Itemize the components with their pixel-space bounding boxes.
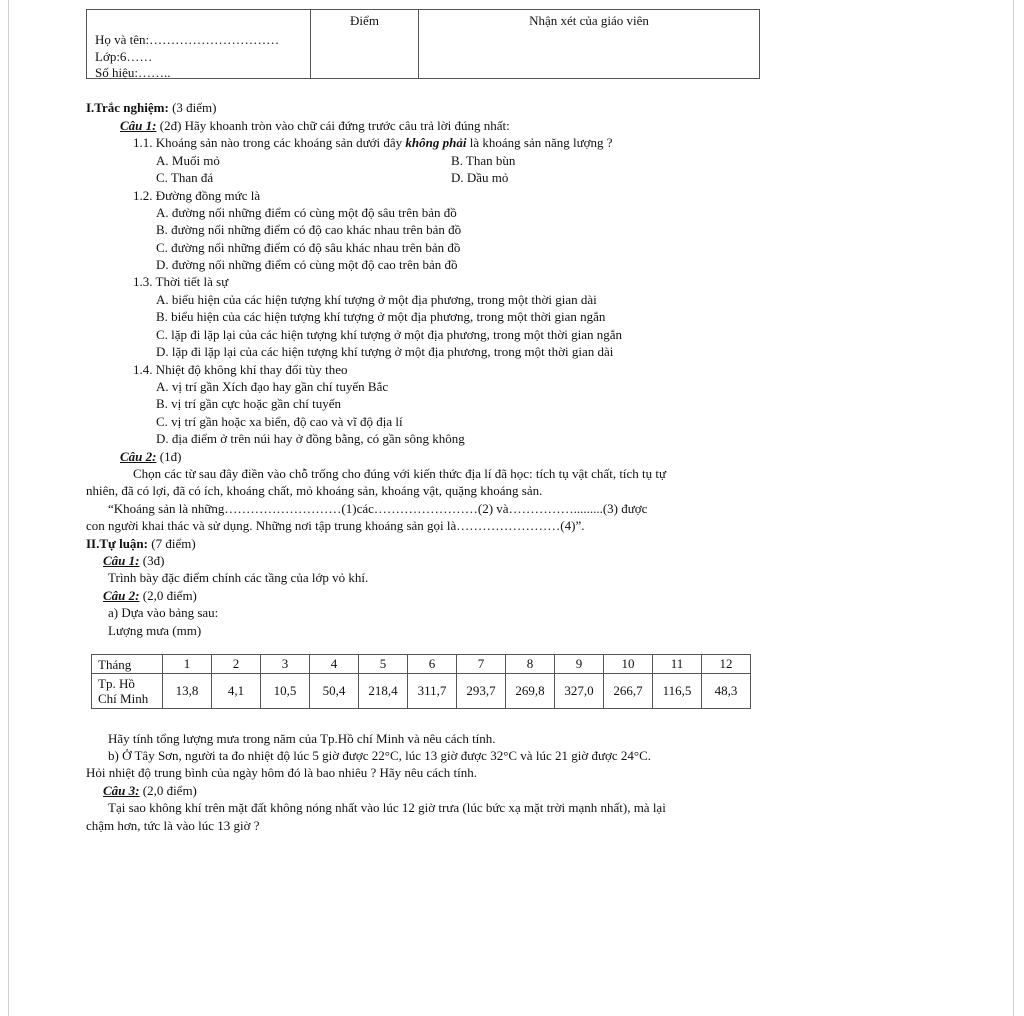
part2-q3-line2: chậm hơn, tức là vào lúc 13 giờ ? <box>86 818 260 833</box>
part2-q3-text: (2,0 điểm) <box>139 783 197 798</box>
part2-title: II.Tự luận: <box>86 536 148 551</box>
rainfall-cell: 13,8 <box>163 674 212 709</box>
part1-q2-label: Câu 2: <box>120 449 157 464</box>
q11-emphasis: không phải <box>405 135 467 150</box>
q11-option-d: D. Dầu mỏ <box>451 170 509 185</box>
q13-option-d: D. lặp đi lặp lại của các hiện tượng khí tượng ở một địa phương, trong một thời gian dài <box>156 344 614 359</box>
month-header: Tháng <box>92 655 163 674</box>
part1-q2-text: (1đ) <box>156 449 182 464</box>
q11-option-a: A. Muối mỏ <box>156 153 220 168</box>
q13-option-c: C. lặp đi lặp lại của các hiện tượng khí tượng ở một địa phương, trong một thời gian ngắn <box>156 327 623 342</box>
part2-q2-text: (2,0 điểm) <box>139 588 197 603</box>
city-line2: Chí Minh <box>98 691 149 706</box>
part2-q1-label: Câu 1: <box>103 553 140 568</box>
student-info-box <box>86 9 760 79</box>
part2-q2b-line1: b) Ở Tây Sơn, người ta đo nhiệt độ lúc 5 giờ được 22°C, lúc 13 giờ được 32°C và lúc 21 giờ được 24°C. <box>108 748 652 763</box>
rainfall-cell: 266,7 <box>604 674 653 709</box>
part2-q1-heading <box>103 552 164 569</box>
q13-option-b: B. biểu hiện của các hiện tượng khí tượng ở một địa phương, trong một thời gian ngắn <box>156 309 606 324</box>
q12-option-c: C. đường nối những điểm có độ sâu khác nhau trên bản đồ <box>156 240 461 255</box>
month-cell: 2 <box>212 655 261 674</box>
q11-option-b: B. Than bùn <box>451 153 516 168</box>
month-cell: 9 <box>555 655 604 674</box>
city-header <box>92 674 163 709</box>
rainfall-cell: 327,0 <box>555 674 604 709</box>
name-label: Họ và tên:………………………… <box>95 32 280 47</box>
month-cell: 1 <box>163 655 212 674</box>
rainfall-cell: 10,5 <box>261 674 310 709</box>
part2-q3-label: Câu 3: <box>103 783 140 798</box>
part1-q2-heading <box>120 448 181 465</box>
rainfall-cell: 311,7 <box>408 674 457 709</box>
part2-q2-task: Hãy tính tổng lượng mưa trong năm của Tp.Hồ chí Minh và nêu cách tính. <box>108 731 496 746</box>
q12-question: 1.2. Đường đồng mức là <box>133 188 261 203</box>
q12-option-d: D. đường nối những điểm có cùng một độ cao trên bản đồ <box>156 257 458 272</box>
q13-question: 1.3. Thời tiết là sự <box>133 274 229 289</box>
month-cell: 4 <box>310 655 359 674</box>
q14-option-c: C. vị trí gần hoặc xa biển, độ cao và vĩ độ địa lí <box>156 414 403 429</box>
q11-option-c: C. Than đá <box>156 170 214 185</box>
part2-q2b-line2: Hỏi nhiệt độ trung bình của ngày hôm đó là bao nhiêu ? Hãy nêu cách tính. <box>86 765 477 780</box>
rainfall-cell: 48,3 <box>702 674 751 709</box>
table-row <box>92 655 751 674</box>
q11-post: là khoáng sản năng lượng ? <box>466 135 613 150</box>
q2-fill-line2: con người khai thác và sử dụng. Những nơi tập trung khoáng sản gọi là……………………(4)”. <box>86 518 585 533</box>
month-cell: 6 <box>408 655 457 674</box>
rainfall-cell: 293,7 <box>457 674 506 709</box>
q2-instruction-line2: nhiên, đã có lợi, đã có ích, khoáng chất, mỏ khoáng sản, khoáng vật, quặng khoáng sản. <box>86 483 543 498</box>
part2-q2a: a) Dựa vào bảng sau: <box>108 605 219 620</box>
part2-q2-heading <box>103 587 197 604</box>
class-label: Lớp:6…… <box>95 49 153 64</box>
rainfall-cell: 269,8 <box>506 674 555 709</box>
part2-q2-label: Câu 2: <box>103 588 140 603</box>
q12-option-b: B. đường nối những điểm có độ cao khác nhau trên bản đồ <box>156 222 462 237</box>
q11-question <box>133 134 613 151</box>
rainfall-table <box>91 654 751 709</box>
month-cell: 7 <box>457 655 506 674</box>
month-cell: 5 <box>359 655 408 674</box>
month-cell: 10 <box>604 655 653 674</box>
comment-label: Nhận xét của giáo viên <box>529 13 649 28</box>
part1-title: I.Trắc nghiệm: <box>86 100 169 115</box>
part1-points: (3 điểm) <box>168 100 217 115</box>
rainfall-cell: 116,5 <box>653 674 702 709</box>
q2-instruction-line1: Chọn các từ sau đây điền vào chỗ trống cho đúng với kiến thức địa lí đã học: tích tụ vật chất, tích tụ tự <box>133 466 667 481</box>
part1-q1-text: (2đ) Hãy khoanh tròn vào chữ cái đứng trước câu trả lời đúng nhất: <box>156 118 510 133</box>
rainfall-cell: 218,4 <box>359 674 408 709</box>
part1-q1-label: Câu 1: <box>120 118 157 133</box>
part2-q3-line1: Tại sao không khí trên mặt đất không nóng nhất vào lúc 12 giờ trưa (lúc bức xạ mặt trời mạnh nhất), mà lại <box>108 800 666 815</box>
rainfall-cell: 50,4 <box>310 674 359 709</box>
score-label: Điểm <box>350 13 379 28</box>
month-cell: 11 <box>653 655 702 674</box>
comment-cell <box>419 10 759 78</box>
number-label: Số hiệu:…….. <box>95 65 171 80</box>
q14-option-a: A. vị trí gần Xích đạo hay gần chí tuyến Bắc <box>156 379 389 394</box>
q14-option-d: D. địa điểm ở trên núi hay ở đồng bằng, có gần sông không <box>156 431 465 446</box>
rainfall-caption: Lượng mưa (mm) <box>108 623 202 638</box>
rainfall-cell: 4,1 <box>212 674 261 709</box>
month-cell: 8 <box>506 655 555 674</box>
part1-heading <box>86 99 216 116</box>
score-cell <box>311 10 419 78</box>
part2-q3-heading <box>103 782 197 799</box>
city-line1: Tp. Hồ <box>98 676 135 691</box>
q11-pre: 1.1. Khoáng sản nào trong các khoáng sản dưới đây <box>133 135 406 150</box>
q13-option-a: A. biểu hiện của các hiện tượng khí tượng ở một địa phương, trong một thời gian dài <box>156 292 597 307</box>
month-cell: 12 <box>702 655 751 674</box>
month-cell: 3 <box>261 655 310 674</box>
q14-question: 1.4. Nhiệt độ không khí thay đổi tùy theo <box>133 362 348 377</box>
part2-q1-body: Trình bày đặc điểm chính các tầng của lớp vỏ khí. <box>108 570 369 585</box>
part2-q1-text: (3đ) <box>139 553 165 568</box>
q14-option-b: B. vị trí gần cực hoặc gần chí tuyến <box>156 396 342 411</box>
part1-q1-heading <box>120 117 510 134</box>
student-info-cell <box>87 10 311 78</box>
q12-option-a: A. đường nối những điểm có cùng một độ sâu trên bản đồ <box>156 205 457 220</box>
q2-fill-line1: “Khoáng sản là những………………………(1)các……………………(2) và…………….........(3) được <box>108 501 648 516</box>
part2-heading <box>86 535 196 552</box>
table-row <box>92 674 751 709</box>
part2-points: (7 điểm) <box>148 536 196 551</box>
